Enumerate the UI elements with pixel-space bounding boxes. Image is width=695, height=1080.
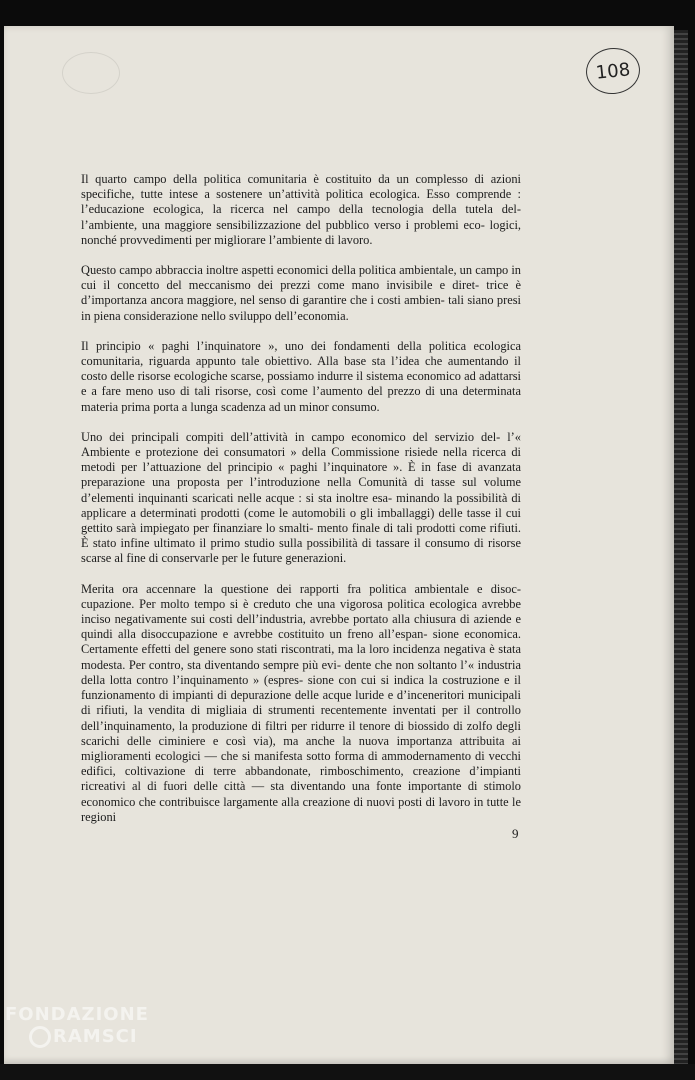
- page-number: 9: [512, 826, 519, 841]
- scan-bottom-edge: [0, 1064, 695, 1080]
- paragraph-1: Il quarto campo della politica comunitaria è costituito da un complesso di azioni specifiche, tutte intese a sostenere un’attività politica ecologica. Esso comprende : l’educazione ecologica, la ricerca nel campo della tecnologia della tutela del- l’ambiente, una maggiore sensibilizzazione del pubblico verso i problemi eco- logici, nonché provvedimenti per migliorare l’ambiente di lavoro.: [81, 172, 521, 247]
- watermark-line-2-wrap: [5, 1026, 149, 1048]
- paragraph-5: Merita ora accennare la questione dei rapporti fra politica ambientale e disoc- cupazione. Per molto tempo si è creduto che una vigorosa politica ecologica avrebbe inciso negativamente sui costi dell’industria, avrebbe portato alla chiusura di aziende e quindi alla disoccupazione e avrebbe costituito un freno all’espan- sione economica. Certamente effetti del genere sono stati riscontrati, ma la loro incidenza negativa è stata modesta. Per contro, sta diventando sempre più evi- dente che non soltanto l’« industria della lotta contro l’inquinamento » (espres- sione con cui si indica la costruzione e il funzionamento di impianti di depurazione delle acque luride e d’inceneritori municipali di rifiuti, la vendita di migliaia di strumenti recentemente inventati per il controllo dell’inquinamento, la produzione di filtri per ridurre il tenore di biossido di zolfo degli scarichi delle ciminiere e così via), ma anche la nuova importanza attribuita ai miglioramenti ecologici — che si manifesta sotto forma di ammodernamento di vecchi edifici, coltivazione di terre abbandonate, rimboschimento, creazione d’impianti ricreativi al di fuori delle città — sta diventando una fonte importante di stimolo economico che contribuisce largamente alla creazione di nuovi posti di lavoro in tutte le regioni: [81, 581, 521, 824]
- g-logo-icon: [29, 1026, 51, 1048]
- book-binding: [674, 30, 688, 1064]
- page-stamp-number: 108: [594, 58, 632, 84]
- watermark-line-2: RAMSCI: [53, 1026, 138, 1047]
- paragraph-3: Il principio « paghi l’inquinatore », uno dei fondamenti della politica ecologica comunitaria, riguarda appunto tale obiettivo. Alla base sta l’idea che aumentando il costo delle risorse ecologiche scarse, possiamo indurre il sistema economico ad adattarsi e a fare meno uso di tali risorse, così come l’aumento del prezzo di una determinata materia prima porta a lunga scadenza ad un minor consumo.: [81, 338, 521, 414]
- paragraph-4: Uno dei principali compiti dell’attività in campo economico del servizio del- l’« Ambiente e protezione dei consumatori » della Commissione risiede nella ricerca di metodi per l’attuazione del principio « paghi l’inquinatore ». È in fase di avanzata preparazione una proposta per l’introduzione nella Comunità di tasse sul volume d’elementi inquinanti scaricati nelle acque : si sta inoltre esa- minando la possibilità di applicare a determinati prodotti (come le automobili o gli imballaggi) delle tasse il cui gettito sarà impiegato per finanziare lo smalti- mento finale di tali prodotti come rifiuti. È stato infine ultimato il primo studio sulla possibilità di tassare il consumo di risorse scarse al fine di conservarle per le future generazioni.: [81, 429, 521, 566]
- fondazione-gramsci-watermark: [5, 1004, 149, 1048]
- body-text: [81, 172, 521, 840]
- faint-stamp: [62, 52, 120, 94]
- watermark-line-1: FONDAZIONE: [5, 1004, 149, 1025]
- paragraph-2: Questo campo abbraccia inoltre aspetti economici della politica ambientale, un campo in cui il concetto del meccanismo dei prezzi come mano invisibile e diret- trice è d’importanza ancora maggiore, nel senso di garantire che i costi ambien- tali siano presi in piena considerazione nello sviluppo dell’economia.: [81, 263, 521, 323]
